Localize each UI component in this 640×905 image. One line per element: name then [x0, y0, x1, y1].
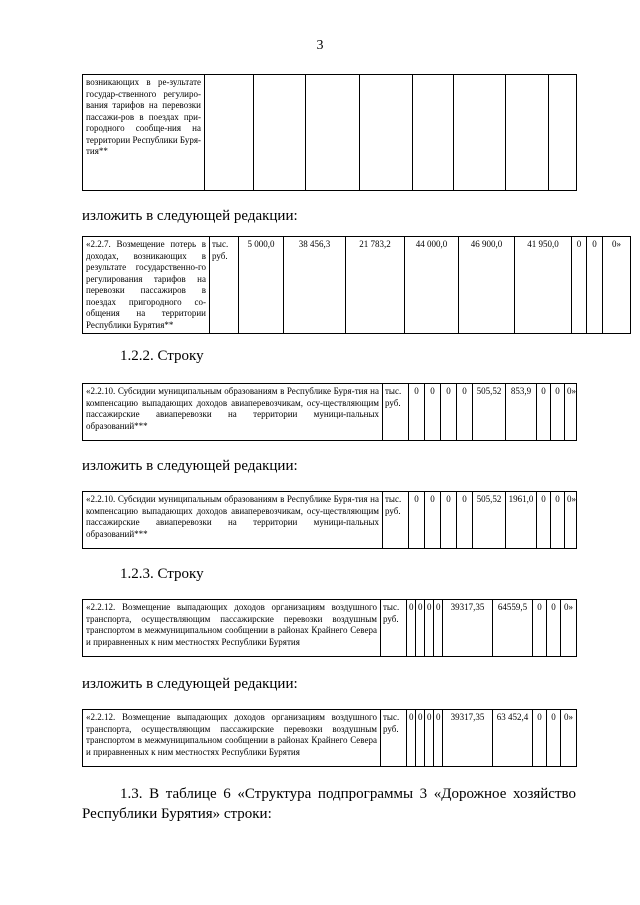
table-row-2-2-7: [82, 236, 631, 334]
table-cell: 0»: [565, 384, 577, 441]
row-description: «2.2.12. Возмещение выпадающих доходов организациям воздушного транспорта, осуществляющим пассажирские перевозки воздушным транспортом в межмуниципальном сообщении в районах Крайнего Севера и приравненных к ним местностях Республики Бурятия: [83, 710, 381, 767]
table-cell: 0: [441, 492, 457, 549]
table-cell: 0: [537, 492, 551, 549]
row-unit: тыс. руб.: [383, 492, 409, 549]
row-description: «2.2.10. Субсидии муниципальным образованиям в Республике Буря-тия на компенсацию выпадающих доходов авиаперевозчикам, осу-ществляющим пассажирские авиаперевозки на территории муници-пальных образований***: [83, 384, 383, 441]
table-cell: 0: [547, 600, 561, 657]
table-cell: 0: [425, 710, 434, 767]
table-cell: [454, 75, 506, 191]
table-cell: 0: [441, 384, 457, 441]
table-row: [83, 492, 577, 549]
table-cell: 46 900,0: [459, 237, 515, 334]
table-cell: 0: [533, 710, 547, 767]
table-cell: 0: [407, 710, 416, 767]
table-cell: 0: [537, 384, 551, 441]
section-heading: изложить в следующей редакции:: [82, 458, 298, 474]
table-cell: 0: [587, 237, 603, 334]
table-cell: 38 456,3: [284, 237, 346, 334]
table-cell: 0: [407, 600, 416, 657]
section-heading: изложить в следующей редакции:: [82, 676, 298, 692]
body-paragraph: 1.3. В таблице 6 «Структура подпрограммы 3 «Дорожное хозяйство Республики Бурятия» строки:: [82, 786, 576, 822]
row-description: «2.2.10. Субсидии муниципальным образованиям в Республике Буря-тия на компенсацию выпадающих доходов авиаперевозчикам, осу-ществляющим пассажирские авиаперевозки на территории муници-пальных образований***: [83, 492, 383, 549]
table-row-2-2-10-new: [82, 491, 577, 549]
row-unit: тыс. руб.: [381, 710, 407, 767]
table-cell: [360, 75, 413, 191]
table-cell: [506, 75, 549, 191]
table-cell: 39317,35: [443, 710, 493, 767]
table-cell: 64559,5: [493, 600, 533, 657]
table-cell: 0: [572, 237, 587, 334]
table-cell: [205, 75, 254, 191]
table-cell: 853,9: [506, 384, 537, 441]
row-description: «2.2.7. Возмещение потерь в доходах, возникающих в результате государственно-го регулирования тарифов на перевозки пассажиров в поездах пригородного со-общения на территории Республики Бурятия**: [83, 237, 210, 334]
row-description: возникающих в ре-зультате государ-ственного регулиро-вания тарифов на перевозки пассажи-ров в поездах при-городного сообще-ния на территории Республики Буря-тия**: [83, 75, 205, 191]
section-heading: 1.2.3. Строку: [120, 566, 204, 582]
table-cell: 0: [409, 492, 425, 549]
table-cell: 505,52: [473, 384, 506, 441]
table-cell: 0: [416, 600, 425, 657]
table-row: [83, 237, 631, 334]
table-cell: 21 783,2: [346, 237, 405, 334]
row-unit: тыс. руб.: [383, 384, 409, 441]
table-row: [83, 600, 577, 657]
table-cell: 0: [551, 492, 565, 549]
table-row-2-2-10-old: [82, 383, 577, 441]
table-cell: 0: [409, 384, 425, 441]
table-cell: 505,52: [473, 492, 506, 549]
table-cell: [254, 75, 306, 191]
table-cell: 5 000,0: [239, 237, 284, 334]
table-cell: 0»: [565, 492, 577, 549]
table-cell: 0»: [561, 600, 577, 657]
table-cell: 0: [551, 384, 565, 441]
row-unit: тыс. руб.: [381, 600, 407, 657]
table-row-2-2-12-new: [82, 709, 577, 767]
table-cell: 39317,35: [443, 600, 493, 657]
page-number: 3: [316, 38, 324, 53]
table-cell: 0: [533, 600, 547, 657]
table-cell: 0: [425, 384, 441, 441]
table-cell: 0»: [561, 710, 577, 767]
table-cell: 0: [434, 600, 443, 657]
table-row: [83, 384, 577, 441]
table-cell: 0: [425, 600, 434, 657]
table-cell: 0: [425, 492, 441, 549]
row-description: «2.2.12. Возмещение выпадающих доходов организациям воздушного транспорта, осуществляющим пассажирские перевозки воздушным транспортом в межмуниципальном сообщении в районах Крайнего Севера и приравненных к ним местностях Республики Бурятия: [83, 600, 381, 657]
table-row: [83, 710, 577, 767]
table-cell: 0: [457, 384, 473, 441]
table-cell: 0: [434, 710, 443, 767]
table-cell: 41 950,0: [515, 237, 572, 334]
section-heading: изложить в следующей редакции:: [82, 208, 298, 224]
table-cell: 0: [457, 492, 473, 549]
table-cell: [306, 75, 360, 191]
table-cell: 0: [547, 710, 561, 767]
row-unit: тыс. руб.: [210, 237, 239, 334]
section-heading: 1.2.2. Строку: [120, 348, 204, 364]
table-fragment-top: [82, 74, 577, 191]
table-cell: [549, 75, 577, 191]
table-cell: 44 000,0: [405, 237, 459, 334]
table-cell: 0»: [603, 237, 631, 334]
table-cell: [413, 75, 454, 191]
table-row-2-2-12-old: [82, 599, 577, 657]
table-row: [83, 75, 577, 191]
table-cell: 1961,0: [506, 492, 537, 549]
table-cell: 63 452,4: [493, 710, 533, 767]
table-cell: 0: [416, 710, 425, 767]
